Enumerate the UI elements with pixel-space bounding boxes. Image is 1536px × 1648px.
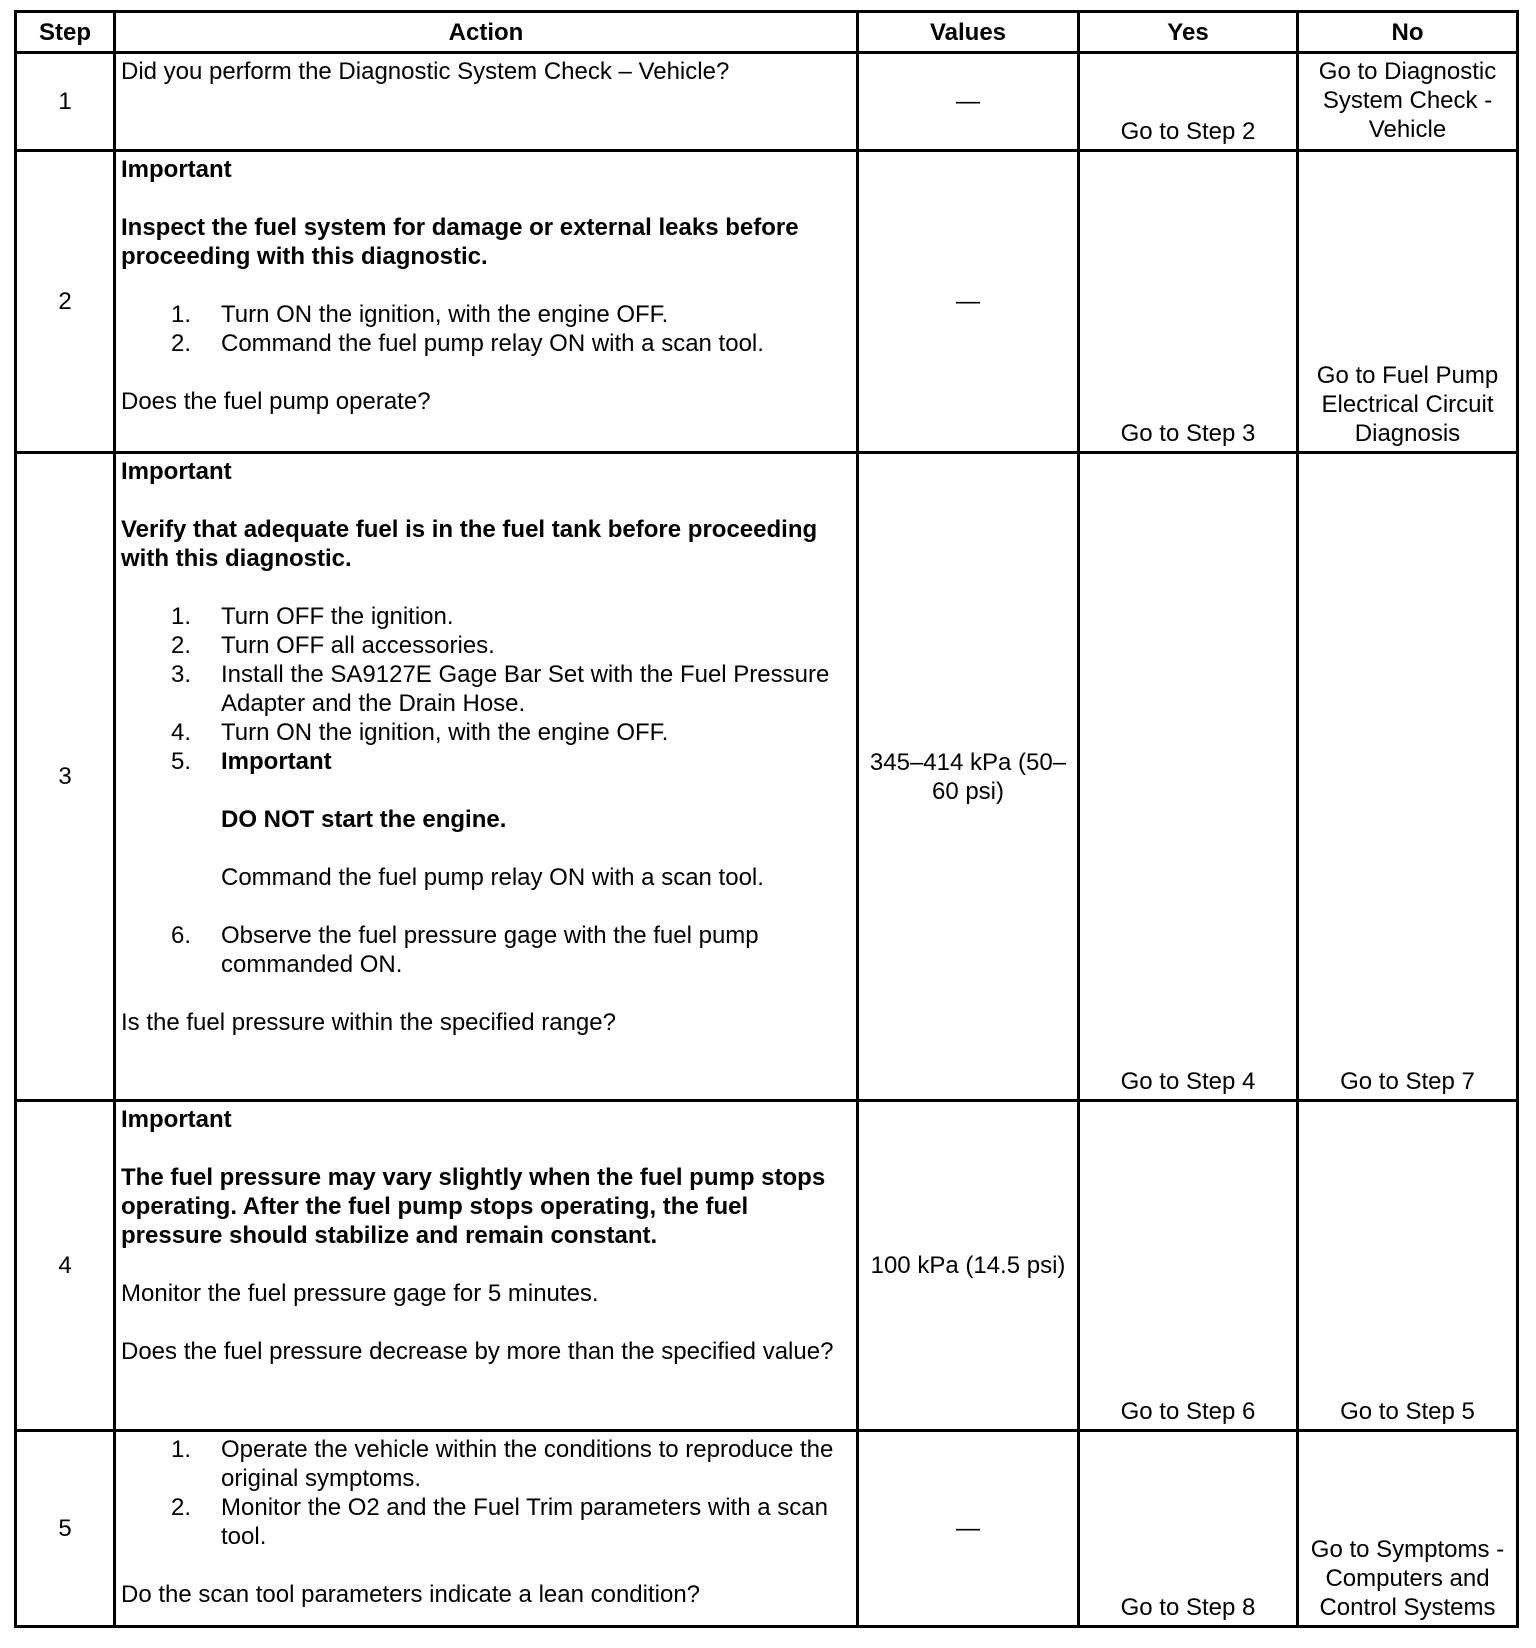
list-item: 2. Command the fuel pump relay ON with a scan tool. [171, 330, 764, 357]
important-text: Inspect the fuel system for damage or external leaks before proceeding with this diagnostic. [121, 214, 799, 270]
table-row [16, 151, 1518, 453]
list-item: 1. Operate the vehicle within the conditions to reproduce the original symptoms. [171, 1436, 834, 1492]
yes-link[interactable]: Go to Step 2 [1079, 53, 1298, 151]
action-cell [115, 1431, 858, 1627]
header-yes: Yes [1079, 12, 1298, 53]
values-cell: — [858, 1431, 1079, 1627]
no-link[interactable]: Go to Step 7 [1298, 453, 1518, 1101]
warning-text: DO NOT start the engine. [221, 806, 507, 833]
list-item: 2. Turn OFF all accessories. [171, 632, 495, 659]
table-row [16, 1101, 1518, 1431]
table-row [16, 1431, 1518, 1627]
question-text: Does the fuel pressure decrease by more than the specified value? [121, 1338, 834, 1365]
yes-link[interactable]: Go to Step 6 [1079, 1101, 1298, 1431]
list-item: 2. Monitor the O2 and the Fuel Trim parameters with a scan tool. [171, 1494, 828, 1550]
question-text: Did you perform the Diagnostic System Check – Vehicle? [121, 58, 730, 85]
instruction-text: Monitor the fuel pressure gage for 5 minutes. [121, 1280, 599, 1307]
action-cell [115, 453, 858, 1101]
important-text: Verify that adequate fuel is in the fuel tank before proceeding with this diagnostic. [121, 516, 818, 572]
table-row [16, 453, 1518, 1101]
header-step: Step [16, 12, 115, 53]
action-cell [115, 53, 858, 151]
no-link[interactable]: Go to Step 5 [1298, 1101, 1518, 1431]
question-text: Is the fuel pressure within the specified range? [121, 1009, 616, 1036]
important-label: Important [121, 1106, 232, 1133]
yes-link[interactable]: Go to Step 3 [1079, 151, 1298, 453]
procedure-list [121, 300, 852, 358]
instruction-text: Command the fuel pump relay ON with a scan tool. [221, 864, 764, 891]
values-cell: 100 kPa (14.5 psi) [858, 1101, 1079, 1431]
list-item: 6. Observe the fuel pressure gage with the fuel pump commanded ON. [171, 922, 759, 978]
list-item: 1. Turn OFF the ignition. [171, 603, 454, 630]
no-link[interactable]: Go to Fuel Pump Electrical Circuit Diagnosis [1298, 151, 1518, 453]
procedure-list [121, 602, 852, 776]
values-cell: 345–414 kPa (50–60 psi) [858, 453, 1079, 1101]
values-cell: — [858, 151, 1079, 453]
no-link[interactable]: Go to Symptoms - Computers and Control Systems [1298, 1431, 1518, 1627]
procedure-list [121, 921, 852, 979]
action-cell [115, 151, 858, 453]
no-link[interactable]: Go to Diagnostic System Check - Vehicle [1298, 53, 1518, 151]
step-number: 2 [16, 151, 115, 453]
important-label: Important [121, 458, 232, 485]
step-number: 5 [16, 1431, 115, 1627]
important-text: The fuel pressure may vary slightly when the fuel pump stops operating. After the fuel pump stops operating, the fuel pressure should stabilize and remain constant. [121, 1164, 826, 1249]
list-item: 1. Turn ON the ignition, with the engine OFF. [171, 301, 669, 328]
important-label: Important [121, 156, 232, 183]
step-number: 3 [16, 453, 115, 1101]
question-text: Do the scan tool parameters indicate a lean condition? [121, 1581, 701, 1608]
header-values: Values [858, 12, 1079, 53]
list-item: 5. Important [171, 748, 332, 775]
list-item: 3. Install the SA9127E Gage Bar Set with the Fuel Pressure Adapter and the Drain Hose. [171, 661, 830, 717]
step-number: 1 [16, 53, 115, 151]
list-item: 4. Turn ON the ignition, with the engine OFF. [171, 719, 669, 746]
header-action: Action [115, 12, 858, 53]
step-number: 4 [16, 1101, 115, 1431]
header-row [16, 12, 1518, 53]
header-no: No [1298, 12, 1518, 53]
yes-link[interactable]: Go to Step 8 [1079, 1431, 1298, 1627]
question-text: Does the fuel pump operate? [121, 388, 431, 415]
table-row [16, 53, 1518, 151]
diagnostic-table [14, 10, 1519, 1628]
procedure-list [121, 1435, 852, 1551]
values-cell: — [858, 53, 1079, 151]
yes-link[interactable]: Go to Step 4 [1079, 453, 1298, 1101]
action-cell [115, 1101, 858, 1431]
